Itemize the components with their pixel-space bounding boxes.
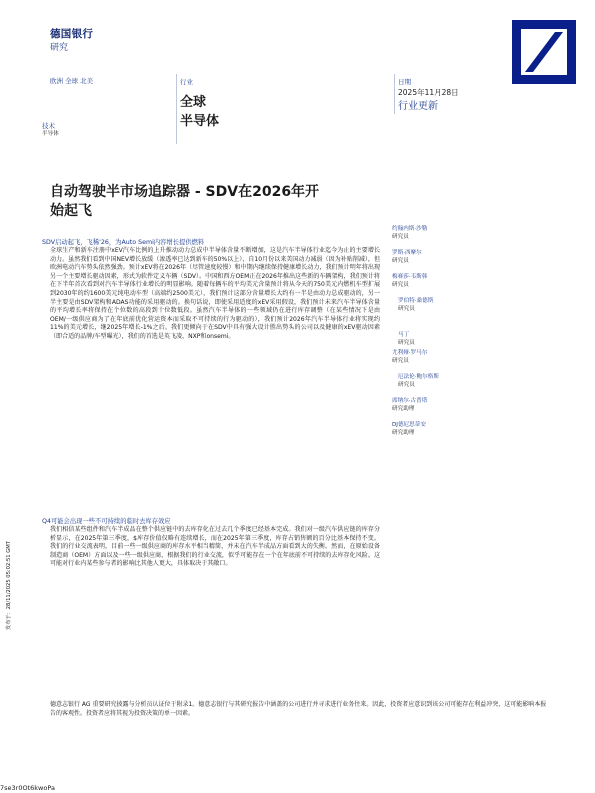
analyst-entry <box>392 421 452 445</box>
analyst-entry <box>392 273 452 297</box>
print-stamp: 发布于：28/11/2025 05:02:51 GMT <box>6 541 12 630</box>
analyst-role: 研究员 <box>392 258 409 264</box>
analyst-name[interactable]: 尤利娅·罗马尔 <box>392 350 428 356</box>
analyst-entry <box>392 349 452 373</box>
analyst-role: 研究员 <box>392 358 409 364</box>
logo-slash-icon <box>521 29 567 75</box>
analyst-role: 研究员 <box>398 340 415 346</box>
analyst-name[interactable]: DJ德尼思蒂安 <box>392 422 426 428</box>
analyst-entry <box>392 397 452 421</box>
analyst-role: 研究助理 <box>392 406 415 412</box>
analyst-role: 研究员 <box>392 282 409 288</box>
deutsche-bank-logo <box>512 20 576 84</box>
industry-line1: 全球 <box>180 95 207 110</box>
analyst-name[interactable]: 席纳尔·古普塔 <box>392 398 428 404</box>
analyst-name[interactable]: 罗斯·西摩尔 <box>392 250 422 256</box>
analyst-name[interactable]: 马丁 <box>398 332 410 338</box>
analyst-name[interactable]: 厄法伦·鲍尔格斯 <box>398 374 439 380</box>
analyst-list <box>392 225 452 445</box>
analyst-entry <box>392 373 452 397</box>
analyst-entry <box>392 331 452 349</box>
analyst-name[interactable]: 梅赛莎·韦斯韩 <box>392 274 428 280</box>
update-type: 行业更新 <box>398 101 438 112</box>
tech-value: 半导体 <box>42 131 59 137</box>
tech-label: 技术 <box>42 122 55 130</box>
analyst-entry <box>392 297 452 331</box>
date-label: 日期 <box>398 78 411 86</box>
bank-name: 德国银行 <box>50 28 94 40</box>
analyst-entry <box>392 249 452 273</box>
analyst-role: 研究员 <box>392 234 409 240</box>
region-label: 欧洲 全球 北美 <box>50 77 94 85</box>
title-line2: 始起飞 <box>50 203 92 219</box>
analyst-role: 研究助理 <box>392 430 415 436</box>
footer-code: 7se3r0Ot6kwoPa <box>0 784 55 792</box>
analyst-entry <box>392 225 452 249</box>
section2-heading: Q4可能会出现一些不可持续的临时去库存效应 <box>42 518 171 525</box>
analyst-role: 研究员 <box>398 382 415 388</box>
analyst-role: 研究员 <box>398 306 415 312</box>
section2-body: 我们相信某些组件和汽车半成品在整个供应链中的去库存化在过去几个季度已经基本完成。我们对一级汽车供应链的库存分析显示，在2025年第三季度，$库存价值仅略有连续增长，而在2025年第三季度，库存占销售额的百分比基本保持不变。我们的行业交流表明，目前一些一级供应商的库存水平相当精简，并未在汽车半成品方面看到大的失衡。然而，在原始设备制造商（OEM）方面以及一些一级供应商，根据我们的行业交流，似乎可能存在一个在年底前不可持续的去库存化风险。这可能对行业内某些参与者的影响比其他人更大，具体取决于其敞口。 <box>50 526 380 568</box>
analyst-name[interactable]: 约翰内斯·沙勒 <box>392 226 428 232</box>
section1-heading: SDV启动起飞，飞稀'26，为Auto Semi内容增长提供燃料 <box>42 239 205 246</box>
section1-body: 全球生产和新车注册中xEV汽车比例的上升推动动力总成中半导体含量不断增加，这是汽车半导体行业迄今为止的主要增长动力。虽然我们看到中国NEV增长放缓（渗透率已达到新车的50%以上），自10月份以来美国动力减弱（因为补贴削减），但欧洲电动汽车势头依然强劲。预计xEV将在2026年（尽管速度较慢）和中期内继续保持健康增长动力，我们预计明年将出现另一个主要增长驱动因素，形式为软件定义车辆（SDV）。中国和西方OEM正在2026年推出这些新的车辆架构，我们预计将在下半年首次看到对汽车半导体行业增长的明显影响。随着每辆车的平均美元含量预计将从今天的750美元内燃机车型扩展到2030年的约1600美元纯电动车型（高端约2500美元），我们预计这部分含量增长大约有一半是由动力总成驱动的，另一半主要是由SDV架构和ADAS功能的采用驱动的。换句话说，即使采用适度的xEV采用假设，我们预计未来汽车半导体含量的平均增长率将保持在个位数的高段到十位数低段。虽然汽车半导体的一些领域仍在进行库存调整（在某些情况下是由OEM/一级供应商为了在年底前优化营运资本而采取不可持续的行为驱动的），我们预计2026年汽车半导体行业将实现约11%的美元增长，继2025年增长-1%之后。我们更倾向于在SDV中具有强大设计胜出势头的公司以及健康的xEV驱动因素（即合适的品牌/车型曝光），我们的首选是英飞凌、NXP和onsemi。 <box>50 247 380 340</box>
title-line1: 自动驾驶半市场追踪器 - SDV在2026年开 <box>50 184 320 200</box>
date-value: 2025年11月28日 <box>398 88 459 97</box>
analyst-name[interactable]: 罗伯特·桑德斯 <box>398 298 434 304</box>
research-label: 研究 <box>50 43 69 53</box>
divider-industry <box>176 74 177 144</box>
industry-label: 行业 <box>180 78 193 86</box>
disclaimer: 德意志银行 AG 重要研究披露与分析员认证位于附录1。德意志银行与其研究报告中涵盖的公司进行并寻求进行业务往来。因此，投资者应意识到该公司可能存在利益冲突，这可能影响本报告的客观性。投资者应将其视为投资决策的单一因素。 <box>50 701 547 717</box>
industry-line2: 半导体 <box>180 114 220 129</box>
divider-date <box>394 74 395 114</box>
report-title <box>50 183 380 221</box>
